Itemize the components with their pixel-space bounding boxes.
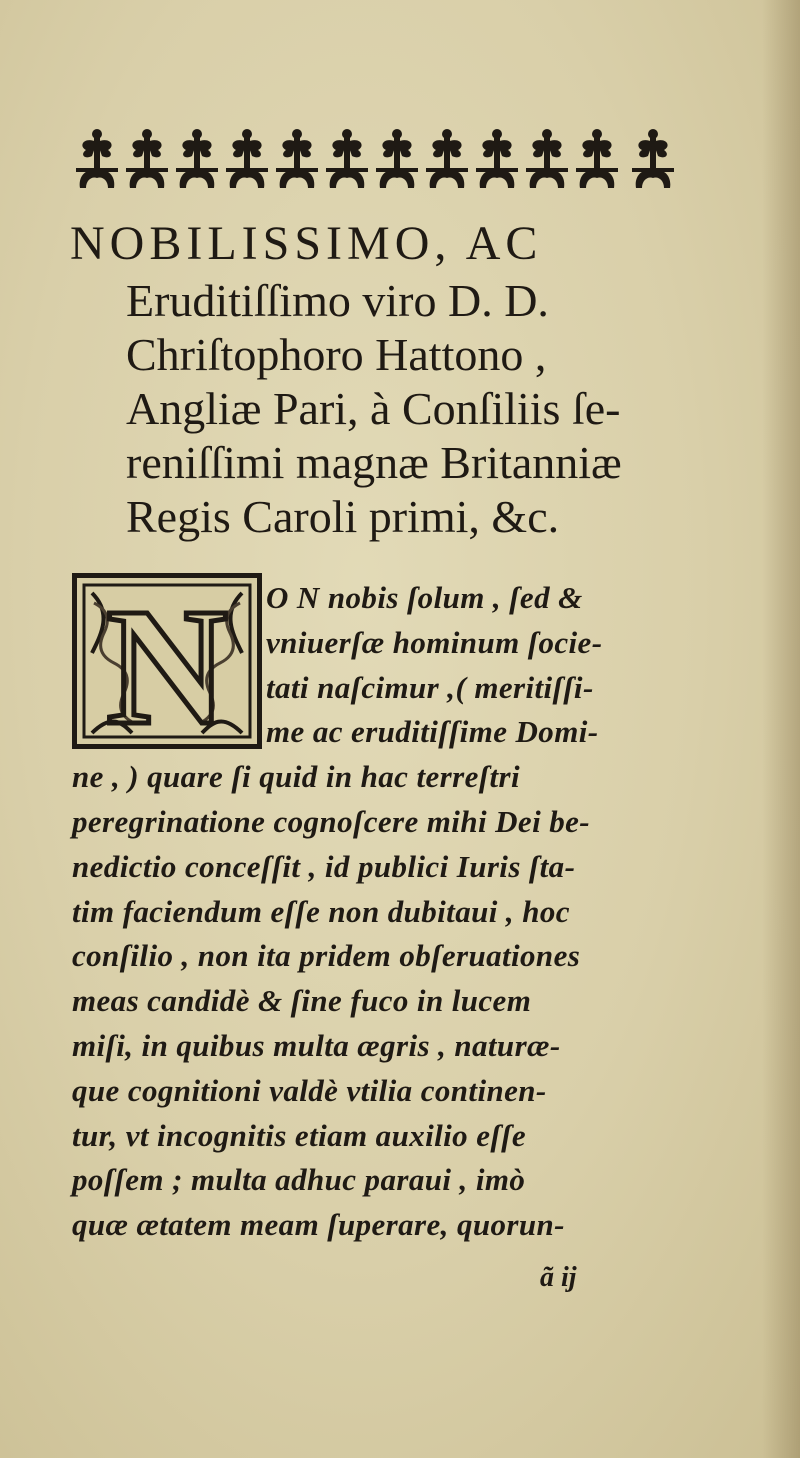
body-line: que cognitioni valdè vtilia continen-: [72, 1072, 547, 1108]
initial-letter: N: [106, 574, 228, 749]
signature-mark: ã ij: [540, 1262, 577, 1293]
fleuron-band-icon: [72, 128, 678, 190]
body-line: tim faciendum eſſe non dubitaui , hoc: [72, 893, 570, 929]
dedication-heading: [70, 214, 690, 544]
body-line: me ac eruditiſſime Domi-: [266, 714, 599, 750]
body-line: meas candidè & ſine fuco in lucem: [72, 983, 532, 1019]
body-line: poſſem ; multa adhuc paraui , imò: [72, 1162, 526, 1198]
body-line: quæ ætatem meam ſuperare, quorun-: [72, 1207, 565, 1243]
body-line: conſilio , non ita pridem obſeruationes: [72, 938, 581, 974]
dedication-body: [72, 576, 712, 1248]
heading-line: Eruditiſſimo viro D. D.: [126, 275, 549, 326]
body-line: O N nobis ſolum , ſed &: [266, 580, 583, 615]
page-edge-shadow: [762, 0, 800, 1458]
heading-line: reniſſimi magnæ Britanniæ: [126, 437, 622, 488]
heading-line: NOBILISSIMO, AC: [70, 217, 543, 270]
body-line: vniuerſæ hominum ſocie-: [266, 624, 603, 660]
body-line: peregrinatione cognoſcere mihi Dei be-: [72, 803, 591, 839]
body-line: nedictio conceſſit , id publici Iuris ſta-: [72, 848, 576, 884]
body-line: ne , ) quare ſi quid in hac terreſtri: [72, 759, 520, 795]
body-line: tati naſcimur ,( meritiſſi-: [266, 669, 594, 705]
body-line: tur, vt incognitis etiam auxilio eſſe: [72, 1117, 526, 1153]
heading-line: Angliæ Pari, à Conſiliis ſe-: [126, 383, 621, 434]
heading-line: Chriſtophoro Hattono ,: [126, 329, 547, 380]
heading-line: Regis Caroli primi, &c.: [126, 491, 560, 542]
body-line: miſi, in quibus multa ægris , naturæ-: [72, 1027, 561, 1063]
